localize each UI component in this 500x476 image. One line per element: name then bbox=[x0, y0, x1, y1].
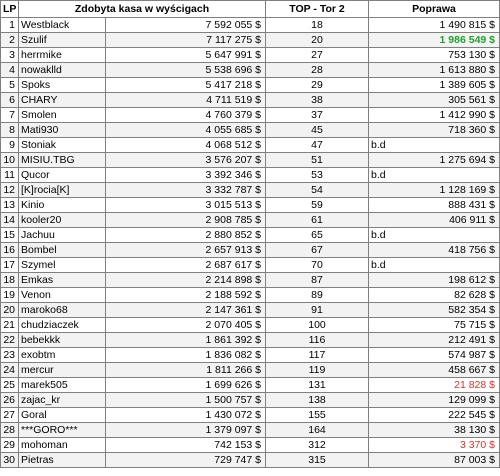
row-poprawa: 582 354 $ bbox=[369, 303, 500, 318]
row-top: 45 bbox=[266, 123, 369, 138]
row-nick: zajac_kr bbox=[19, 393, 106, 408]
row-lp: 3 bbox=[1, 48, 19, 63]
row-nick: Pietras bbox=[19, 453, 106, 468]
row-lp: 21 bbox=[1, 318, 19, 333]
row-top: 87 bbox=[266, 273, 369, 288]
row-kasa: 7 592 055 $ bbox=[106, 18, 266, 33]
table-row bbox=[1, 318, 500, 333]
row-lp: 25 bbox=[1, 378, 19, 393]
table-row bbox=[1, 108, 500, 123]
table-row bbox=[1, 243, 500, 258]
row-lp: 18 bbox=[1, 273, 19, 288]
ranking-rows bbox=[1, 18, 500, 468]
row-lp: 27 bbox=[1, 408, 19, 423]
row-lp: 13 bbox=[1, 198, 19, 213]
table-row bbox=[1, 333, 500, 348]
row-kasa: 1 699 626 $ bbox=[106, 378, 266, 393]
row-nick: bebekkk bbox=[19, 333, 106, 348]
row-kasa: 742 153 $ bbox=[106, 438, 266, 453]
row-kasa: 2 687 617 $ bbox=[106, 258, 266, 273]
row-poprawa: b.d bbox=[369, 228, 500, 243]
table-row bbox=[1, 183, 500, 198]
table-row bbox=[1, 408, 500, 423]
row-lp: 8 bbox=[1, 123, 19, 138]
row-poprawa: 1 389 605 $ bbox=[369, 78, 500, 93]
row-top: 47 bbox=[266, 138, 369, 153]
row-poprawa: 718 360 $ bbox=[369, 123, 500, 138]
row-poprawa: 3 370 $ bbox=[369, 438, 500, 453]
row-lp: 11 bbox=[1, 168, 19, 183]
row-kasa: 2 188 592 $ bbox=[106, 288, 266, 303]
row-nick: Goral bbox=[19, 408, 106, 423]
row-lp: 19 bbox=[1, 288, 19, 303]
row-lp: 5 bbox=[1, 78, 19, 93]
row-kasa: 1 811 266 $ bbox=[106, 363, 266, 378]
row-poprawa: 574 987 $ bbox=[369, 348, 500, 363]
row-lp: 20 bbox=[1, 303, 19, 318]
row-nick: Venon bbox=[19, 288, 106, 303]
row-kasa: 2 147 361 $ bbox=[106, 303, 266, 318]
row-kasa: 5 417 218 $ bbox=[106, 78, 266, 93]
row-top: 61 bbox=[266, 213, 369, 228]
row-lp: 2 bbox=[1, 33, 19, 48]
row-kasa: 4 068 512 $ bbox=[106, 138, 266, 153]
row-nick: herrmike bbox=[19, 48, 106, 63]
row-nick: Qucor bbox=[19, 168, 106, 183]
row-nick: kooler20 bbox=[19, 213, 106, 228]
row-poprawa: 305 561 $ bbox=[369, 93, 500, 108]
row-nick: Szymel bbox=[19, 258, 106, 273]
row-nick: Westblack bbox=[19, 18, 106, 33]
row-nick: mercur bbox=[19, 363, 106, 378]
row-poprawa: 1 275 694 $ bbox=[369, 153, 500, 168]
row-nick: nowaklld bbox=[19, 63, 106, 78]
row-kasa: 4 055 685 $ bbox=[106, 123, 266, 138]
row-top: 100 bbox=[266, 318, 369, 333]
row-kasa: 1 836 082 $ bbox=[106, 348, 266, 363]
row-poprawa: 888 431 $ bbox=[369, 198, 500, 213]
row-top: 51 bbox=[266, 153, 369, 168]
row-poprawa: 21 828 $ bbox=[369, 378, 500, 393]
row-top: 28 bbox=[266, 63, 369, 78]
row-poprawa: b.d bbox=[369, 258, 500, 273]
row-top: 131 bbox=[266, 378, 369, 393]
row-poprawa: 1 128 169 $ bbox=[369, 183, 500, 198]
row-top: 312 bbox=[266, 438, 369, 453]
row-lp: 26 bbox=[1, 393, 19, 408]
row-top: 89 bbox=[266, 288, 369, 303]
row-lp: 29 bbox=[1, 438, 19, 453]
row-top: 20 bbox=[266, 33, 369, 48]
header-poprawa: Poprawa bbox=[369, 1, 500, 18]
table-row bbox=[1, 63, 500, 78]
table-row bbox=[1, 138, 500, 153]
row-kasa: 2 880 852 $ bbox=[106, 228, 266, 243]
table-row bbox=[1, 363, 500, 378]
row-lp: 12 bbox=[1, 183, 19, 198]
row-lp: 22 bbox=[1, 333, 19, 348]
row-poprawa: 87 003 $ bbox=[369, 453, 500, 468]
table-row bbox=[1, 273, 500, 288]
table-row bbox=[1, 228, 500, 243]
row-poprawa: 212 491 $ bbox=[369, 333, 500, 348]
row-top: 54 bbox=[266, 183, 369, 198]
row-kasa: 1 500 757 $ bbox=[106, 393, 266, 408]
row-top: 91 bbox=[266, 303, 369, 318]
row-poprawa: b.d bbox=[369, 138, 500, 153]
table-row bbox=[1, 33, 500, 48]
row-nick: Mati930 bbox=[19, 123, 106, 138]
row-top: 53 bbox=[266, 168, 369, 183]
row-top: 117 bbox=[266, 348, 369, 363]
row-kasa: 1 861 392 $ bbox=[106, 333, 266, 348]
row-lp: 4 bbox=[1, 63, 19, 78]
row-lp: 10 bbox=[1, 153, 19, 168]
row-top: 65 bbox=[266, 228, 369, 243]
row-kasa: 1 430 072 $ bbox=[106, 408, 266, 423]
row-nick: Kinio bbox=[19, 198, 106, 213]
row-top: 67 bbox=[266, 243, 369, 258]
row-lp: 28 bbox=[1, 423, 19, 438]
row-poprawa: 129 099 $ bbox=[369, 393, 500, 408]
table-row bbox=[1, 288, 500, 303]
header-lp: LP bbox=[1, 1, 19, 18]
row-poprawa: 38 130 $ bbox=[369, 423, 500, 438]
table-row bbox=[1, 213, 500, 228]
row-kasa: 5 647 991 $ bbox=[106, 48, 266, 63]
row-kasa: 7 117 275 $ bbox=[106, 33, 266, 48]
table-row bbox=[1, 48, 500, 63]
row-top: 27 bbox=[266, 48, 369, 63]
row-kasa: 1 379 097 $ bbox=[106, 423, 266, 438]
row-poprawa: 1 613 880 $ bbox=[369, 63, 500, 78]
table-row bbox=[1, 168, 500, 183]
row-top: 155 bbox=[266, 408, 369, 423]
row-kasa: 2 908 785 $ bbox=[106, 213, 266, 228]
row-lp: 14 bbox=[1, 213, 19, 228]
row-nick: ***GORO*** bbox=[19, 423, 106, 438]
table-row bbox=[1, 18, 500, 33]
row-nick: maroko68 bbox=[19, 303, 106, 318]
table-row bbox=[1, 393, 500, 408]
row-top: 119 bbox=[266, 363, 369, 378]
row-kasa: 3 392 346 $ bbox=[106, 168, 266, 183]
row-top: 70 bbox=[266, 258, 369, 273]
row-kasa: 2 070 405 $ bbox=[106, 318, 266, 333]
row-poprawa: 406 911 $ bbox=[369, 213, 500, 228]
row-top: 315 bbox=[266, 453, 369, 468]
row-poprawa: 458 667 $ bbox=[369, 363, 500, 378]
row-nick: MISIU.TBG bbox=[19, 153, 106, 168]
row-top: 59 bbox=[266, 198, 369, 213]
row-nick: Stoniak bbox=[19, 138, 106, 153]
row-nick: Smolen bbox=[19, 108, 106, 123]
table-row bbox=[1, 423, 500, 438]
row-nick: marek505 bbox=[19, 378, 106, 393]
header-top: TOP - Tor 2 bbox=[266, 1, 369, 18]
row-nick: mohoman bbox=[19, 438, 106, 453]
table-row bbox=[1, 303, 500, 318]
row-lp: 17 bbox=[1, 258, 19, 273]
row-nick: chudziaczek bbox=[19, 318, 106, 333]
row-top: 164 bbox=[266, 423, 369, 438]
row-top: 116 bbox=[266, 333, 369, 348]
row-lp: 1 bbox=[1, 18, 19, 33]
table-row bbox=[1, 78, 500, 93]
row-poprawa: 418 756 $ bbox=[369, 243, 500, 258]
row-poprawa: 75 715 $ bbox=[369, 318, 500, 333]
header-row bbox=[1, 1, 500, 18]
row-lp: 30 bbox=[1, 453, 19, 468]
row-lp: 16 bbox=[1, 243, 19, 258]
row-poprawa: 82 628 $ bbox=[369, 288, 500, 303]
row-poprawa: 1 412 990 $ bbox=[369, 108, 500, 123]
table-row bbox=[1, 348, 500, 363]
row-lp: 6 bbox=[1, 93, 19, 108]
row-nick: Jachuu bbox=[19, 228, 106, 243]
table-row bbox=[1, 123, 500, 138]
row-poprawa: 1 490 815 $ bbox=[369, 18, 500, 33]
row-nick: exobtm bbox=[19, 348, 106, 363]
row-kasa: 2 214 898 $ bbox=[106, 273, 266, 288]
table-row bbox=[1, 453, 500, 468]
row-kasa: 3 015 513 $ bbox=[106, 198, 266, 213]
table-row bbox=[1, 438, 500, 453]
row-kasa: 3 576 207 $ bbox=[106, 153, 266, 168]
row-kasa: 4 711 519 $ bbox=[106, 93, 266, 108]
row-lp: 15 bbox=[1, 228, 19, 243]
row-nick: [K]rocia[K] bbox=[19, 183, 106, 198]
row-kasa: 4 760 379 $ bbox=[106, 108, 266, 123]
row-lp: 9 bbox=[1, 138, 19, 153]
table-row bbox=[1, 198, 500, 213]
row-top: 38 bbox=[266, 93, 369, 108]
row-nick: Bombel bbox=[19, 243, 106, 258]
row-lp: 7 bbox=[1, 108, 19, 123]
row-top: 29 bbox=[266, 78, 369, 93]
row-top: 138 bbox=[266, 393, 369, 408]
row-nick: Spoks bbox=[19, 78, 106, 93]
row-poprawa: 753 130 $ bbox=[369, 48, 500, 63]
row-nick: Emkas bbox=[19, 273, 106, 288]
row-top: 37 bbox=[266, 108, 369, 123]
row-kasa: 3 332 787 $ bbox=[106, 183, 266, 198]
row-nick: Szulif bbox=[19, 33, 106, 48]
row-lp: 23 bbox=[1, 348, 19, 363]
row-lp: 24 bbox=[1, 363, 19, 378]
row-poprawa: 222 545 $ bbox=[369, 408, 500, 423]
row-kasa: 729 747 $ bbox=[106, 453, 266, 468]
row-kasa: 2 657 913 $ bbox=[106, 243, 266, 258]
row-kasa: 5 538 696 $ bbox=[106, 63, 266, 78]
row-poprawa: 198 612 $ bbox=[369, 273, 500, 288]
table-row bbox=[1, 258, 500, 273]
row-poprawa: b.d bbox=[369, 168, 500, 183]
row-nick: CHARY bbox=[19, 93, 106, 108]
table-row bbox=[1, 378, 500, 393]
row-top: 18 bbox=[266, 18, 369, 33]
row-poprawa: 1 986 549 $ bbox=[369, 33, 500, 48]
table-row bbox=[1, 153, 500, 168]
header-kasa: Zdobyta kasa w wyścigach bbox=[19, 1, 266, 18]
table-row bbox=[1, 93, 500, 108]
